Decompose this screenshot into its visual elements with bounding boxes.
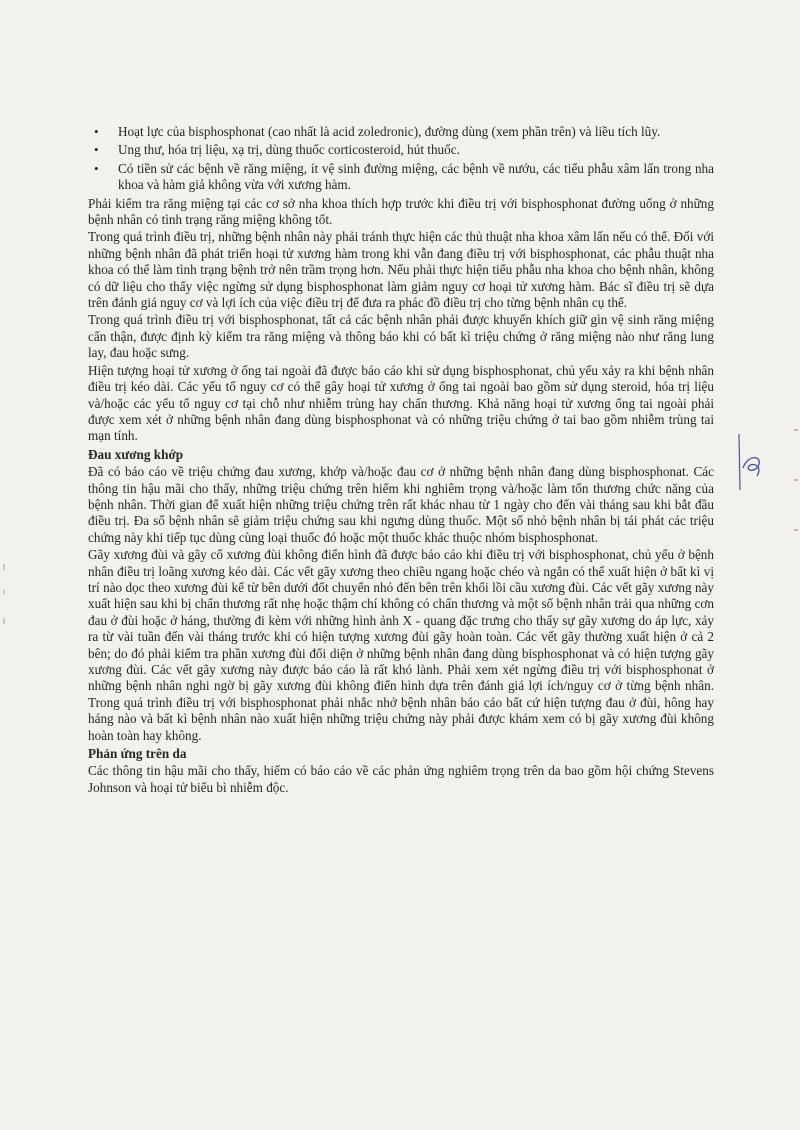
section-heading-skin-reactions: Phản ứng trên da — [88, 746, 187, 762]
scan-edge-marks — [780, 420, 800, 560]
risk-factor-list — [88, 124, 714, 194]
paragraph: Đã có báo cáo về triệu chứng đau xương, khớp và/hoặc đau cơ ở những bệnh nhân đang dùng bisphosphonat. Các thông tin hậu mãi cho thấy, những triệu chứng trên hiếm khi nghiêm trọng và/hoặc làm tổn thương chức năng của bệnh nhân. Thời gian để xuất hiện những triệu chứng trên rất khác nhau từ 1 ngày cho đến vài tháng sau khi bắt đầu điều trị. Đa số bệnh nhân sẽ giảm triệu chứng sau khi ngưng dùng thuốc. Một số nhỏ bệnh nhân bị tái phát các triệu chứng này khi tiếp tục dùng cùng loại thuốc đó hoặc một thuốc khác thuộc nhóm bisphosphonat. — [88, 464, 714, 545]
paragraph: Gãy xương đùi và gãy cổ xương đùi không điển hình đã được báo cáo khi điều trị với bisphosphonat, chủ yếu ở bệnh nhân điều trị loãng xương kéo dài. Các vết gãy xương theo chiều ngang hoặc chéo và ngắn có thể xuất hiện ở bất kì vị trí nào dọc theo xương đùi kể từ bên dưới đốt chuyển nhỏ đến bên trên khối lồi cầu xương đùi. Các vết gãy xương này xuất hiện sau khi bị chấn thương rất nhẹ hoặc thậm chí không có chấn thương và một số bệnh nhân trải qua những cơn đau ở đùi hoặc ở háng, thường đi kèm với những hình ảnh X - quang đặc trưng cho thấy sự gãy xương do áp lực, xảy ra từ vài tuần đến vài tháng trước khi có hiện tượng xương đùi gãy hoàn toàn. Các vết gãy thường xuất hiện ở cả 2 bên; do đó phải kiểm tra phần xương đùi đối diện ở những bệnh nhân đang dùng bisphosphonat và có hiện tượng gãy xương đùi. Các vết gãy xương này được báo cáo là rất khó lành. Phải xem xét ngừng điều trị với bisphosphonat ở những bệnh nhân nghi ngờ bị gãy xương đùi không điển hình dựa trên đánh giá lợi ích/nguy cơ ở từng bệnh nhân. Trong quá trình điều trị với bisphosphonat phải nhắc nhở bệnh nhân báo cáo bất cứ hiện tượng đau ở đùi, hông hay háng nào và bất kì bệnh nhân nào xuất hiện những triệu chứng này phải được khám xem có bị gãy xương đùi không hoàn toàn hay không. — [88, 547, 714, 743]
paragraph: Các thông tin hậu mãi cho thấy, hiếm có báo cáo về các phản ứng nghiêm trọng trên da bao gồm hội chứng Stevens Johnson và hoại tử biểu bì nhiễm độc. — [88, 763, 714, 795]
paragraph: Phải kiểm tra răng miệng tại các cơ sở nha khoa thích hợp trước khi điều trị với bisphosphonat đường uống ở những bệnh nhân có tình trạng răng miệng không tốt. — [88, 195, 714, 228]
list-item: • Có tiền sử các bệnh về răng miệng, ít vệ sinh đường miệng, các bệnh về nướu, các tiểu phẫu xâm lấn trong nha khoa và hàm giả không vừa với xương hàm. — [118, 161, 714, 194]
paragraph: Hiện tượng hoại tử xương ở ống tai ngoài đã được báo cáo khi sử dụng bisphosphonat, chủ yếu xảy ra khi bệnh nhân điều trị kéo dài. Các yếu tố nguy cơ có thể gây hoại tử xương ở ống tai ngoài bao gồm sử dụng steroid, hóa trị liệu và/hoặc các yếu tố nguy cơ tại chỗ như nhiễm trùng hay chấn thương. Khả năng hoại tử xương ống tai ngoài phải được xem xét ở những bệnh nhân đang dùng bisphosphonat và có những triệu chứng ở tai bao gồm nhiễm trùng tai mạn tính. — [88, 362, 714, 444]
scan-binding-marks — [0, 560, 14, 640]
list-item: • Ung thư, hóa trị liệu, xạ trị, dùng thuốc corticosteroid, hút thuốc. — [118, 142, 714, 158]
document-body — [88, 124, 714, 797]
handwritten-initial-mark — [733, 432, 773, 492]
section-heading-bone-joint-pain: Đau xương khớp — [88, 446, 184, 462]
list-item: • Hoạt lực của bisphosphonat (cao nhất là acid zoledronic), đường dùng (xem phần trên) và liều tích lũy. — [118, 124, 714, 140]
paragraph: Trong quá trình điều trị, những bệnh nhân này phải tránh thực hiện các thủ thuật nha khoa xâm lấn nếu có thể. Đối với những bệnh nhân đã phát triển hoại tử xương hàm trong khi vẫn đang điều trị với bisphosphonat, các phẫu thuật nha khoa có thể làm tình trạng bệnh trở nên trầm trọng hơn. Nếu phải thực hiện tiểu phẫu nha khoa cho bệnh nhân, không có dữ liệu cho thấy việc ngừng sử dụng bisphosphonat làm giảm nguy cơ hoại tử xương hàm. Bác sĩ điều trị sẽ dựa trên đánh giá nguy cơ và lợi ích của việc điều trị để đưa ra phác đồ điều trị cho từng bệnh nhân cụ thể. — [88, 229, 714, 311]
paragraph: Trong quá trình điều trị với bisphosphonat, tất cả các bệnh nhân phải được khuyến khích giữ gìn vệ sinh răng miệng cẩn thận, được định kỳ kiểm tra răng miệng và thông báo khi có bất kì triệu chứng ở răng miệng nào như răng lung lay, đau hoặc sưng. — [88, 312, 714, 361]
